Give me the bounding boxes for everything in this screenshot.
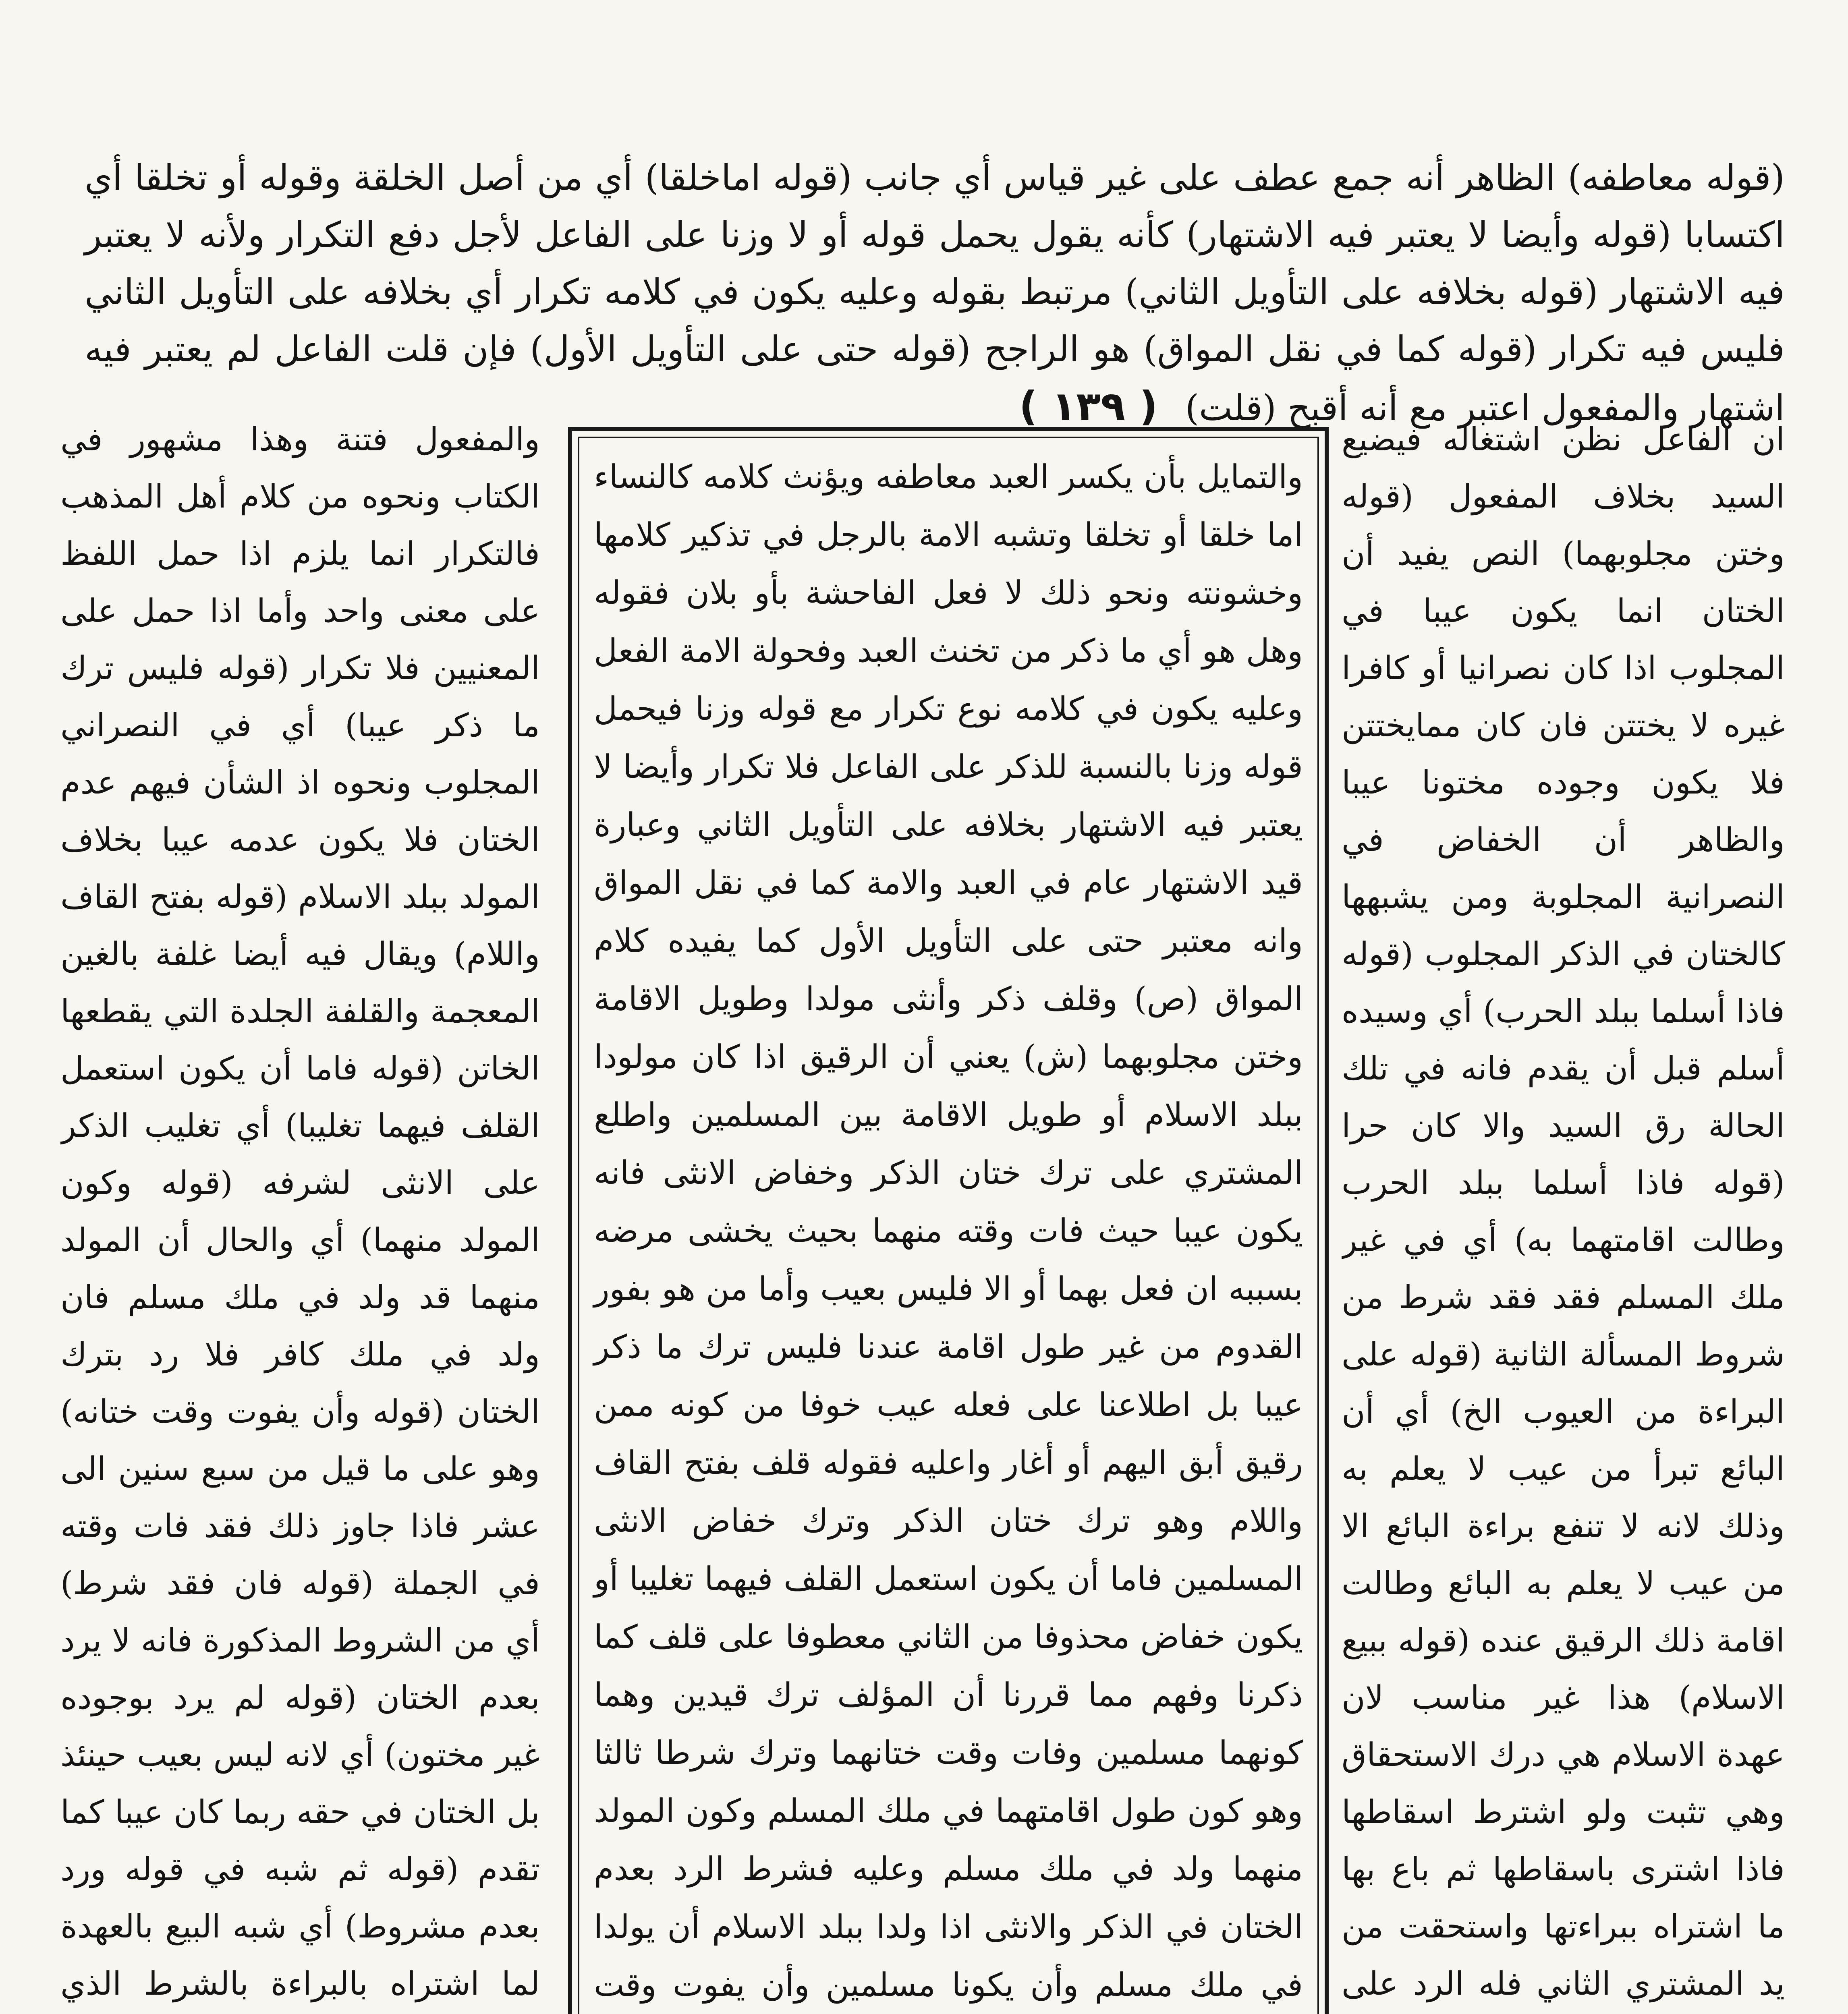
top-commentary-text	[85, 149, 1785, 437]
right-margin-commentary	[1342, 411, 1785, 2014]
top-commentary-body: (قوله معاطفه) الظاهر أنه جمع عطف على غير قياس أي جانب (قوله اماخلقا) أي من أصل الخلقة وقوله أو تخلقا أي اكتسابا (قوله وأيضا لا يعتبر فيه الاشتهار) كأنه يقول يحمل قوله أو لا وزنا على الفاعل لأجل دفع التكرار ولأنه لا يعتبر فيه الاشتهار (قوله بخلافه على التأويل الثاني) مرتبط بقوله وعليه يكون في كلامه تكرار أي بخلافه على التأويل الثاني فليس فيه تكرار (قوله كما في نقل المواق) هو الراجح (قوله حتى على التأويل الأول) فإن قلت الفاعل لم يعتبر فيه اشتهار والمفعول اعتبر مع أنه أقبح (قلت)	[85, 157, 1785, 429]
main-text-frame	[568, 427, 1329, 2014]
right-margin-text: ان الفاعل نظن اشتغاله فيضيع السيد بخلاف المفعول (قوله وختن مجلوبهما) النص يفيد أن الختان انما يكون عيبا في المجلوب اذا كان نصرانيا أو كافرا غيره لا يختتن فان كان ممايختتن فلا يكون وجوده مختونا عيبا والظاهر أن الخفاض في النصرانية المجلوبة ومن يشبهها كالختان في الذكر المجلوب (قوله فاذا أسلما ببلد الحرب) أي وسيده أسلم قبل أن يقدم فانه في تلك الحالة رق السيد والا كان حرا (قوله فاذا أسلما ببلد الحرب وطالت اقامتهما به) أي في غير ملك المسلم فقد فقد شرط من شروط المسألة الثانية (قوله على البراءة من العيوب الخ) أي أن البائع تبرأ من عيب لا يعلم به وذلك لانه لا تنفع براءة البائع الا من عيب لا يعلم به البائع وطالت اقامة ذلك الرقيق عنده (قوله ببيع الاسلام) هذا غير مناسب لان عهدة الاسلام هي درك الاستحقاق وهي تثبت ولو اشترط اسقاطها فاذا اشترى باسقاطها ثم باع بها ما اشتراه ببراءتها واستحقت من يد المشتري الثاني فله الرد على	[1342, 421, 1785, 2002]
left-margin-commentary	[60, 411, 540, 2014]
main-text: والتمايل بأن يكسر العبد معاطفه ويؤنث كلامه كالنساء اما خلقا أو تخلقا وتشبه الامة بالرجل في تذكير كلامها وخشونته ونحو ذلك لا فعل الفاحشة بأو بلان فقوله وهل هو أي ما ذكر من تخنث العبد وفحولة الامة الفعل وعليه يكون في كلامه نوع تكرار مع قوله وزنا فيحمل قوله وزنا بالنسبة للذكر على الفاعل فلا تكرار وأيضا لا يعتبر فيه الاشتهار بخلافه على التأويل الثاني وعبارة قيد الاشتهار عام في العبد والامة كما في نقل المواق وانه معتبر حتى على التأويل الأول كما يفيده كلام المواق (ص) وقلف ذكر وأنثى مولدا وطويل الاقامة وختن مجلوبهما (ش) يعني أن الرقيق اذا كان مولودا ببلد الاسلام أو طويل الاقامة بين المسلمين واطلع المشتري على ترك ختان الذكر وخفاض الانثى فانه يكون عيبا حيث فات وقته منهما بحيث يخشى مرضه بسببه ان فعل بهما أو الا فليس بعيب وأما من هو بفور القدوم من غير طول اقامة عندنا فليس ترك ما ذكر عيبا بل اطلاعنا على فعله عيب خوفا من كونه ممن رقيق أبق اليهم أو أغار واعليه فقوله قلف بفتح القاف واللام وهو ترك ختان الذكر وترك خفاض الانثى المسلمين فاما أن يكون استعمل القلف فيهما تغليبا أو يكون خفاض محذوفا من الثاني معطوفا على قلف كما ذكرنا وفهم مما قررنا أن المؤلف ترك قيدين وهما كونهما مسلمين وفات وقت ختانهما وترك شرطا ثالثا وهو كون طول اقامتهما في ملك المسلم وكون المولد منهما ولد في ملك مسلم وعليه فشرط الرد بعدم الختان في الذكر والانثى اذا ولدا ببلد الاسلام أن يولدا في ملك مسلم وأن يكونا مسلمين وأن يفوت وقت	[594, 458, 1303, 2004]
page-number: ( ۱۳۹ )	[1019, 383, 1158, 430]
main-text-inner-border	[578, 437, 1319, 2014]
left-margin-text: والمفعول فتنة وهذا مشهور في الكتاب ونحوه من كلام أهل المذهب فالتكرار انما يلزم اذا حمل اللفظ على معنى واحد وأما اذا حمل على المعنيين فلا تكرار (قوله فليس ترك ما ذكر عيبا) أي في النصراني المجلوب ونحوه اذ الشأن فيهم عدم الختان فلا يكون عدمه عيبا بخلاف المولد ببلد الاسلام (قوله بفتح القاف واللام) ويقال فيه أيضا غلفة بالغين المعجمة والقلفة الجلدة التي يقطعها الخاتن (قوله فاما أن يكون استعمل القلف فيهما تغليبا) أي تغليب الذكر على الانثى لشرفه (قوله وكون المولد منهما) أي والحال أن المولد منهما قد ولد في ملك مسلم فان ولد في ملك كافر فلا رد بترك الختان (قوله وأن يفوت وقت ختانه) وهو على ما قيل من سبع سنين الى عشر فاذا جاوز ذلك فقد فات وقته في الجملة (قوله فان فقد شرط) أي من الشروط المذكورة فانه لا يرد بعدم الختان (قوله لم يرد بوجوده غير مختون) أي لانه ليس بعيب حينئذ بل الختان في حقه ربما كان عيبا كما تقدم (قوله ثم شبه في قوله ورد بعدم مشروط) أي شبه البيع بالعهدة لما اشتراه بالبراءة بالشرط الذي	[60, 421, 540, 2002]
top-commentary	[85, 149, 1785, 437]
